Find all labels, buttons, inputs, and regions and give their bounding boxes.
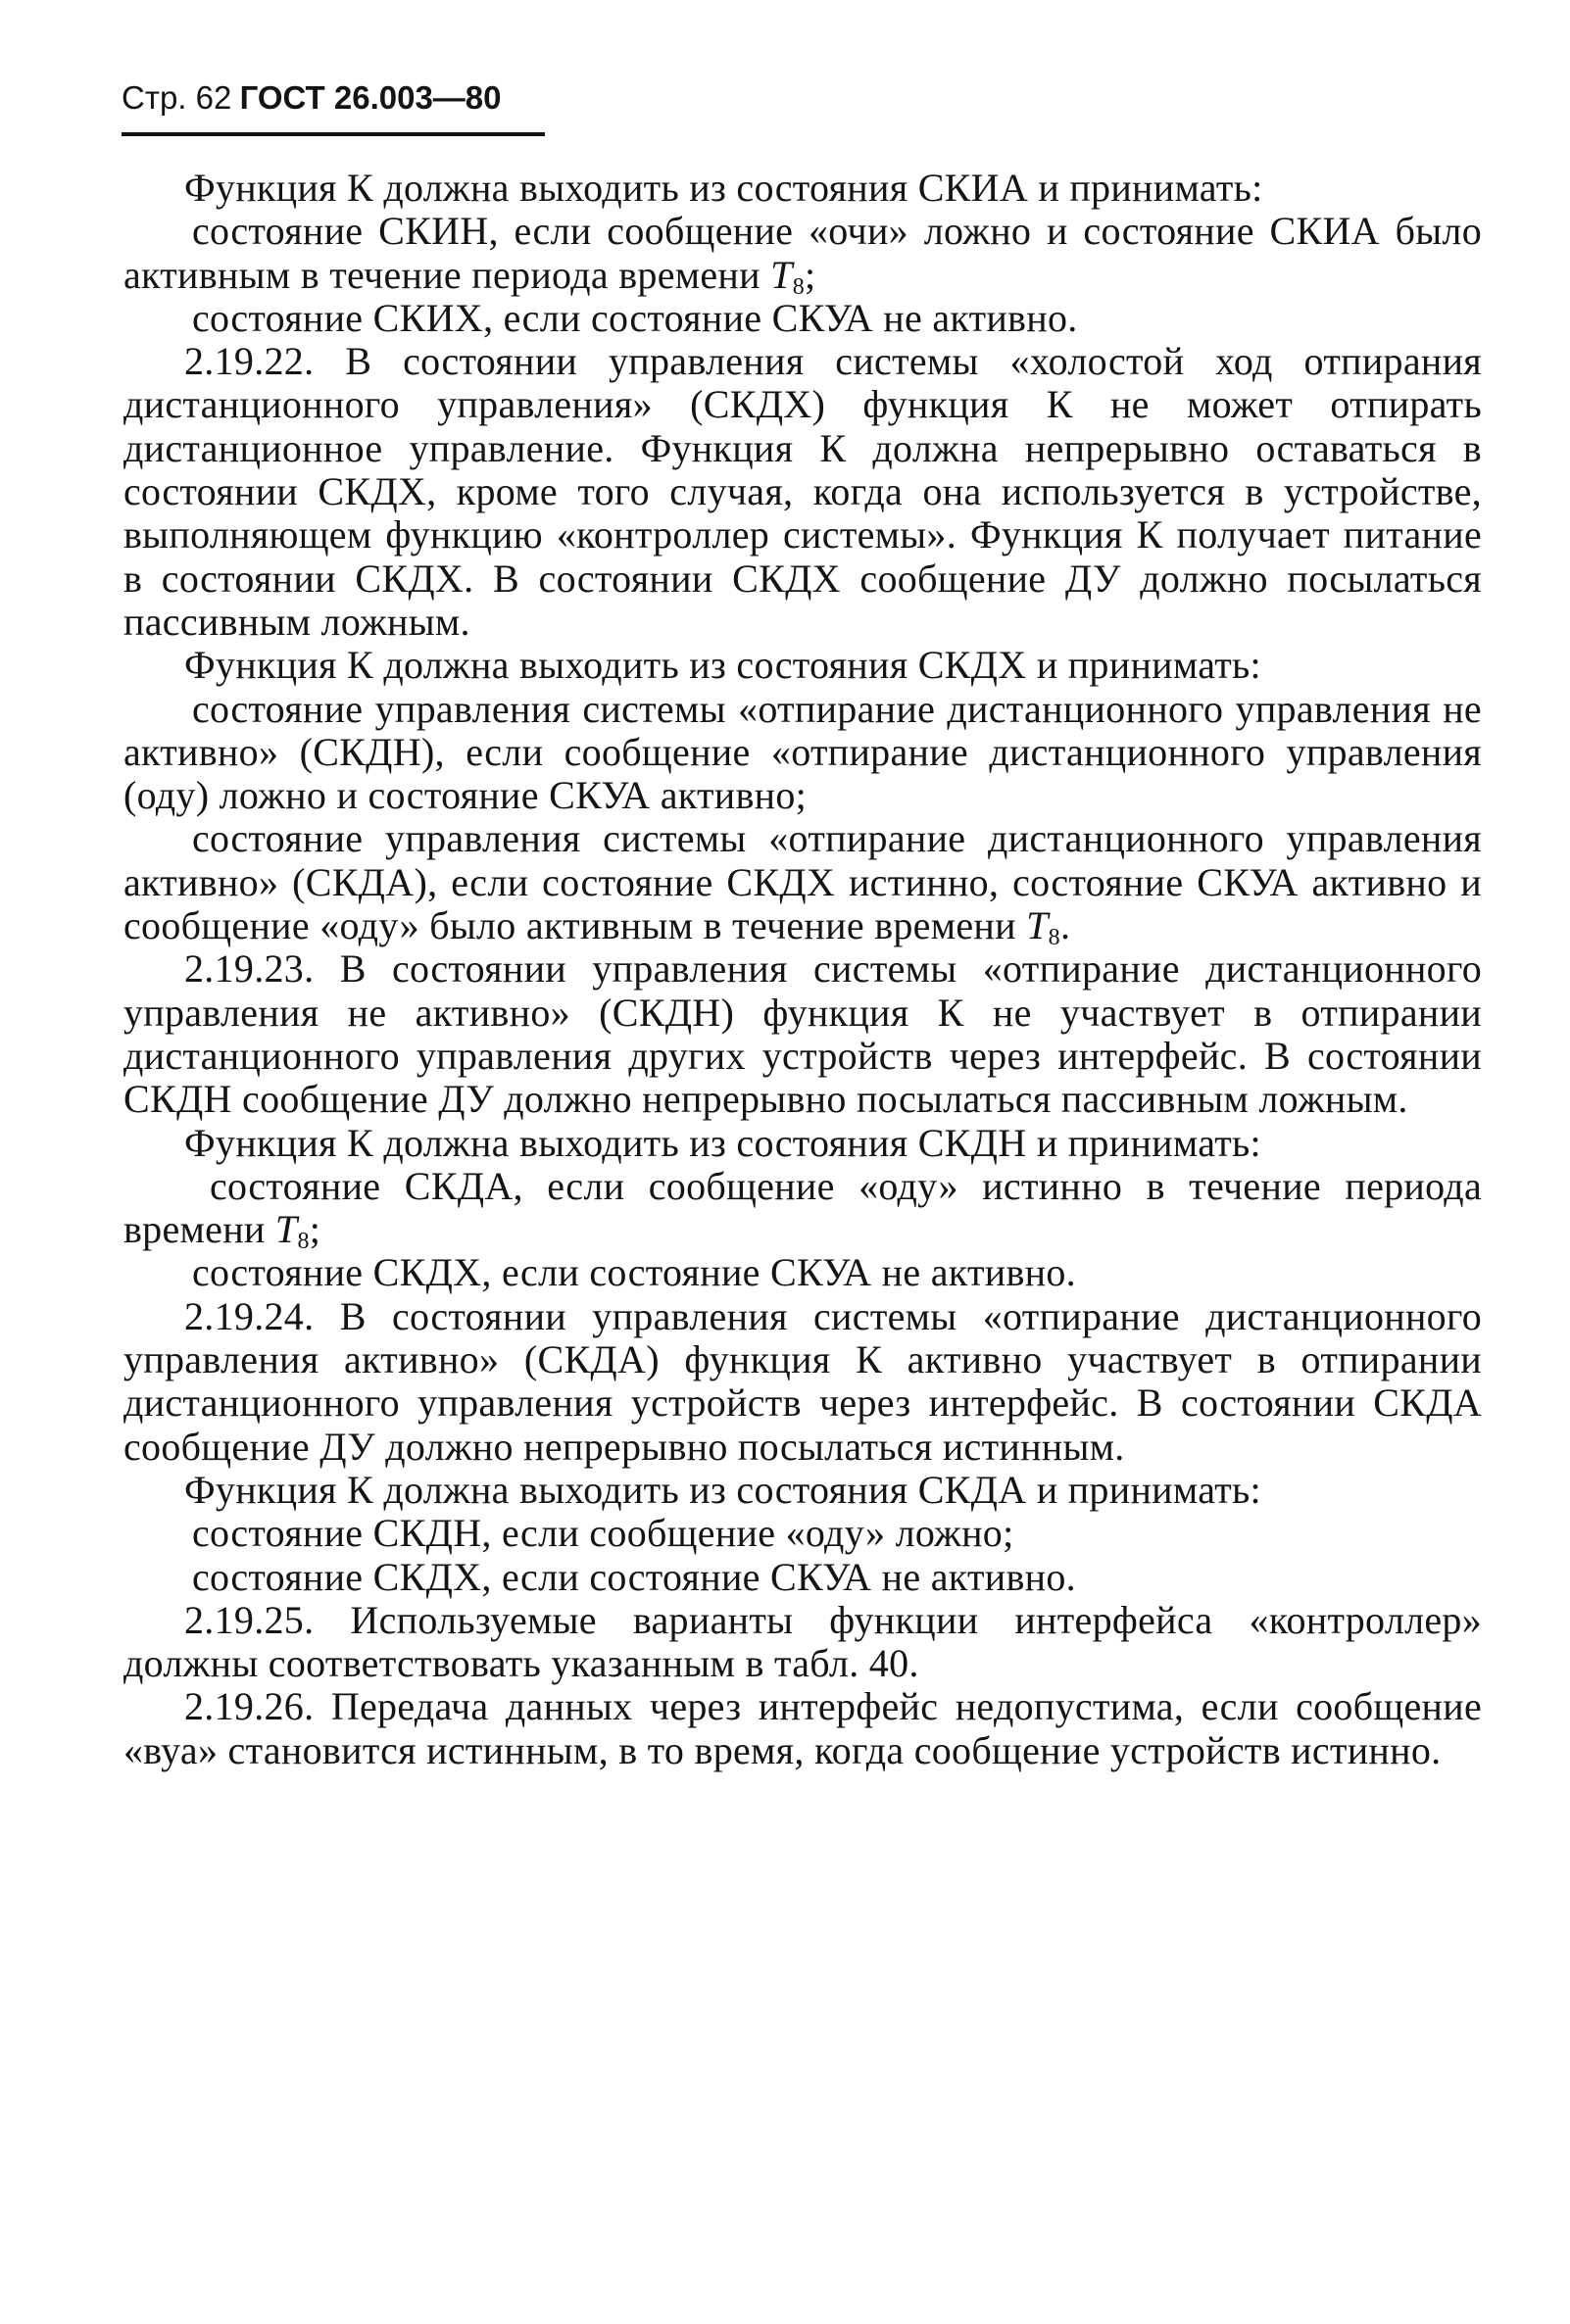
paragraph: [123, 688, 1482, 818]
paragraph-text: Функция К должна выходить из состояния СКИА и принимать:: [184, 166, 1263, 210]
paragraph-text: Функция К должна выходить из состояния СКДА и принимать:: [184, 1467, 1261, 1512]
paragraph-text: состояние управления системы «отпирание дистанционного управления не активно» (СКДН), если сообщение «отпирание дистанционного управления (оду) ложно и состояние СКУА активно;: [123, 686, 1482, 818]
paragraph: [123, 1512, 1482, 1555]
paragraph: состояние СКДА, если сообщение «оду» истинно в течение периода времени $T_8$;: [123, 1163, 1482, 1255]
paragraph: [123, 1122, 1482, 1165]
paragraph: состояние СКИН, если сообщение «очи» ложно и состояние СКИА было активным в течение периода времени $T_8$;: [123, 209, 1482, 300]
paragraph: [123, 297, 1482, 340]
paragraph-text: 2.19.23. В состоянии управления системы «отпирание дистанционного управления не активно» (СКДН) функция К не участвует в отпирании дистанционного управления других устройств через интерфейс. В состоянии СКДН сообщение ДУ должно непрерывно посылаться пассивным ложным.: [123, 946, 1482, 1122]
paragraph-text: 2.19.26. Передача данных через интерфейс недопустима, если сообщение «вуа» становится истинным, в то время, когда сообщение устройств истинно.: [123, 1684, 1482, 1772]
paragraph: [123, 1599, 1482, 1686]
paragraph: [123, 167, 1482, 210]
document-body: [123, 167, 1482, 1772]
paragraph-text: состояние управления системы «отпирание дистанционного управления активно» (СКДА), если состояние СКДХ истинно, состояние СКУА активно и сообщение «оду» было активным в течение времени: [123, 816, 1482, 948]
paragraph-text: состояние СКДХ, если состояние СКУА не активно.: [192, 1250, 1076, 1295]
paragraph: [123, 947, 1482, 1121]
paragraph: [123, 340, 1482, 644]
time-variable: $T_8$: [770, 252, 805, 300]
time-variable: $T_8$: [274, 1207, 310, 1255]
paragraph-text: 2.19.25. Используемые варианты функции интерфейса «контроллер» должны соответствовать указанным в табл. 40.: [123, 1597, 1482, 1686]
paragraph-text: состояние СКДХ, если состояние СКУА не активно.: [192, 1554, 1076, 1599]
paragraph-text: состояние СКИХ, если состояние СКУА не активно.: [192, 295, 1078, 340]
paragraph-text: состояние СКДА, если сообщение «оду» истинно в течение периода времени: [123, 1163, 1482, 1252]
paragraph-text: 2.19.22. В состоянии управления системы «холостой ход отпирания дистанционного управления» (СКДХ) функция К не может отпирать дистанционное управление. Функция К должна непрерывно оставаться в состоянии СКДХ, кроме того случая, когда она используется в устройстве, выполняющем функцию «контроллер системы». Функция К получает питание в состоянии СКДХ. В состоянии СКДХ сообщение ДУ должно посылаться пассивным ложным.: [123, 339, 1482, 644]
paragraph: состояние управления системы «отпирание дистанционного управления активно» (СКДА), если состояние СКДХ истинно, состояние СКУА активно и сообщение «оду» было активным в течение времени $T_8$.: [123, 816, 1482, 951]
paragraph-text: Функция К должна выходить из состояния СКДН и принимать:: [184, 1120, 1261, 1165]
paragraph-text: 2.19.24. В состоянии управления системы «отпирание дистанционного управления активно» (СКДА) функция К активно участвует в отпирании дистанционного управления устройств через интерфейс. В состоянии СКДА сообщение ДУ должно непрерывно посылаться истинным.: [123, 1293, 1482, 1469]
paragraph: [123, 1469, 1482, 1512]
standard-number: ГОСТ 26.003—80: [239, 79, 502, 116]
time-variable: $T_8$: [1026, 903, 1060, 951]
header-divider: [122, 132, 545, 136]
paragraph: [123, 644, 1482, 687]
paragraph-text: Функция К должна выходить из состояния СКДХ и принимать:: [184, 643, 1261, 688]
paragraph-text: состояние СКИН, если сообщение «очи» ложно и состояние СКИА было активным в течение периода времени: [123, 209, 1482, 297]
paragraph: [123, 1295, 1482, 1469]
paragraph: [123, 1251, 1482, 1294]
paragraph-text: состояние СКДН, если сообщение «оду» ложно;: [192, 1511, 1014, 1556]
paragraph: [123, 1685, 1482, 1772]
page-header: [122, 78, 553, 120]
paragraph: [123, 1556, 1482, 1599]
page-number: Стр. 62: [122, 79, 232, 116]
